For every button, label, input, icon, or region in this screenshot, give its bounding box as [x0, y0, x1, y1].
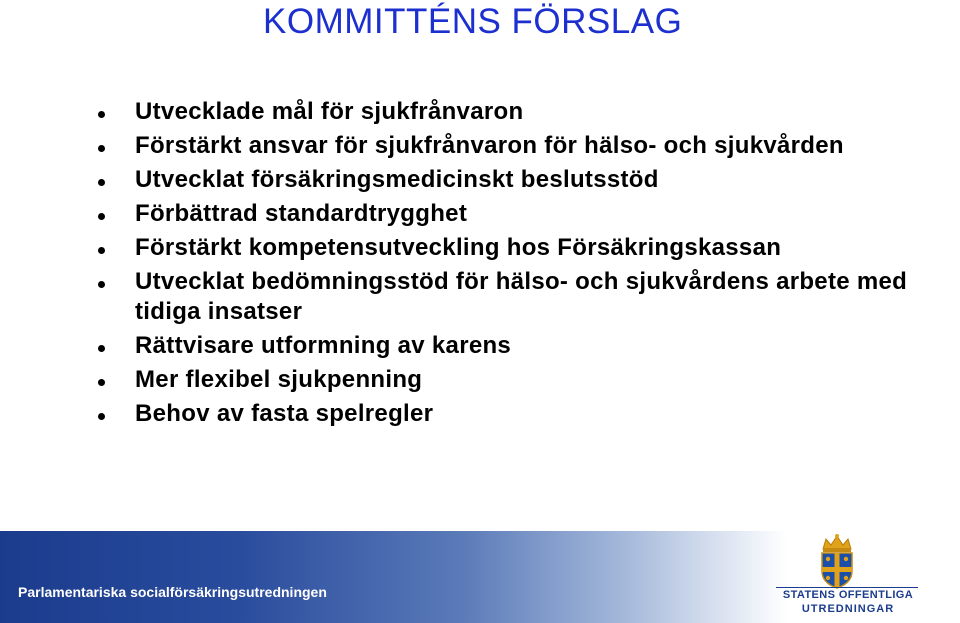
- bullet-dot-icon: [98, 145, 105, 152]
- swedish-crown-coat-of-arms-icon: [814, 533, 860, 589]
- bullet-dot-icon: [98, 413, 105, 420]
- bullet-dot-icon: [98, 379, 105, 386]
- bullet-text: Utvecklade mål för sjukfrånvaron: [135, 98, 524, 125]
- bullet-dot-icon: [98, 213, 105, 220]
- bullet-item: [0, 199, 960, 229]
- bullet-text: Förstärkt ansvar för sjukfrånvaron för hälso- och sjukvården: [135, 132, 844, 159]
- bullet-dot-icon: [98, 247, 105, 254]
- bullet-item: [0, 331, 960, 361]
- bullet-dot-icon: [98, 179, 105, 186]
- bullet-item: [0, 365, 960, 395]
- bullet-list: [0, 97, 960, 433]
- bullet-text: Förbättrad standardtrygghet: [135, 200, 468, 227]
- footer-organization-name: Parlamentariska socialförsäkringsutredningen: [18, 584, 327, 600]
- logo-text-line1: STATENS OFFENTLIGA: [782, 589, 914, 601]
- bullet-item: [0, 165, 960, 195]
- bullet-dot-icon: [98, 281, 105, 288]
- bullet-item: [0, 131, 960, 161]
- slide-title: KOMMITTÉNS FÖRSLAG: [263, 2, 683, 41]
- bullet-item: [0, 399, 960, 429]
- bullet-item: [0, 97, 960, 127]
- bullet-text: Förstärkt kompetensutveckling hos Försäkringskassan: [135, 234, 782, 261]
- bullet-text: Utvecklat bedömningsstöd för hälso- och sjukvårdens arbete med tidiga insatser: [135, 268, 908, 325]
- logo-divider: [776, 587, 918, 588]
- bullet-item: [0, 267, 960, 327]
- bullet-text: Mer flexibel sjukpenning: [135, 366, 423, 393]
- bullet-text: Utvecklat försäkringsmedicinskt beslutsstöd: [135, 166, 659, 193]
- logo-text-line2: UTREDNINGAR: [801, 603, 895, 615]
- bullet-dot-icon: [98, 345, 105, 352]
- bullet-item: [0, 233, 960, 263]
- bullet-text: Behov av fasta spelregler: [135, 400, 434, 427]
- bullet-text: Rättvisare utformning av karens: [135, 332, 512, 359]
- bullet-dot-icon: [98, 111, 105, 118]
